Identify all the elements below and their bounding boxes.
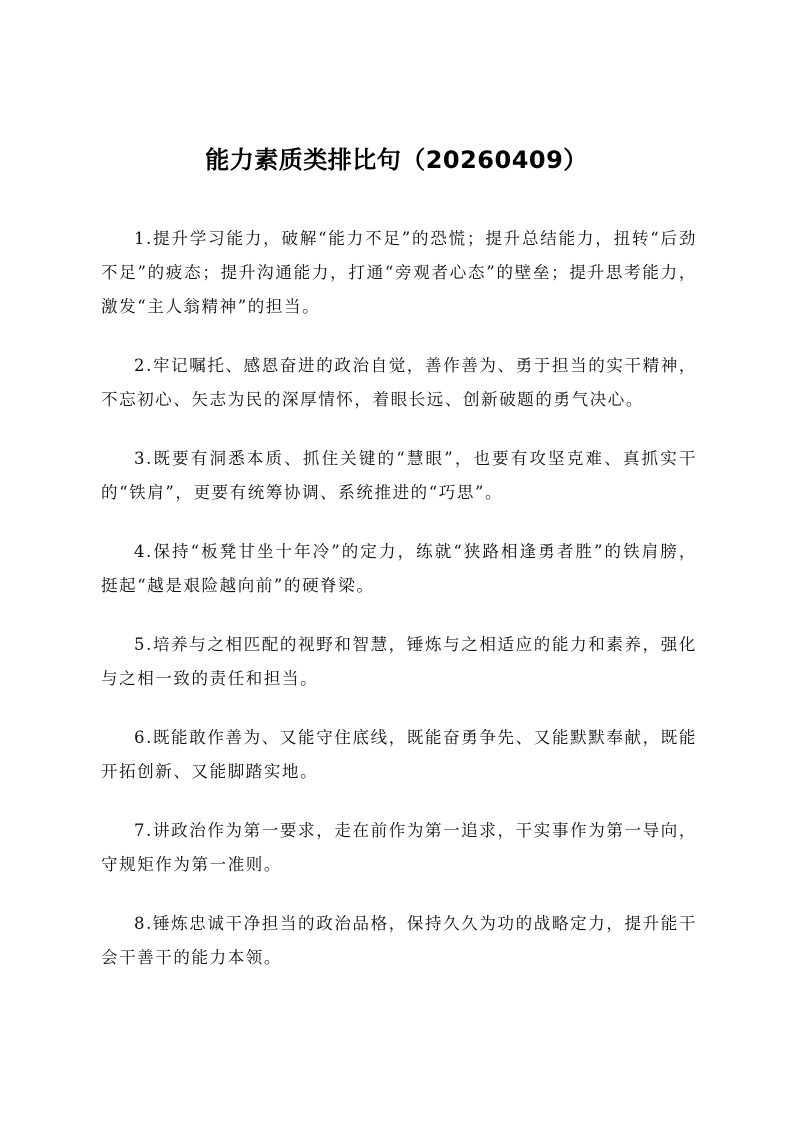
document-body	[101, 222, 697, 1000]
paragraph-3: 3.既要有洞悉本质、抓住关键的“慧眼”，也要有攻坚克难、真抓实干的“铁肩”，更要有统筹协调、系统推进的“巧思”。	[101, 449, 697, 502]
paragraph-5: 5.培养与之相匹配的视野和智慧，锤炼与之相适应的能力和素养，强化与之相一致的责任和担当。	[101, 635, 697, 688]
paragraph-8: 8.锤炼忠诚干净担当的政治品格，保持久久为功的战略定力，提升能干会干善干的能力本领。	[101, 914, 697, 967]
paragraph-1: 1.提升学习能力，破解“能力不足”的恐慌；提升总结能力，扭转“后劲不足”的疲态；提升沟通能力，打通“旁观者心态”的壁垒；提升思考能力，激发“主人翁精神”的担当。	[101, 229, 697, 316]
paragraph-4: 4.保持“板凳甘坐十年冷”的定力，练就“狭路相逢勇者胜”的铁肩膀，挺起“越是艰险越向前”的硬脊梁。	[101, 542, 697, 595]
document-title: 能力素质类排比句（20260409）	[205, 146, 588, 174]
paragraph-7: 7.讲政治作为第一要求，走在前作为第一追求，干实事作为第一导向，守规矩作为第一准则。	[101, 821, 697, 874]
paragraph-6: 6.既能敢作善为、又能守住底线，既能奋勇争先、又能默默奉献，既能开拓创新、又能脚踏实地。	[101, 728, 697, 781]
paragraph-2: 2.牢记嘱托、感恩奋进的政治自觉，善作善为、勇于担当的实干精神，不忘初心、矢志为民的深厚情怀，着眼长远、创新破题的勇气决心。	[101, 356, 697, 409]
